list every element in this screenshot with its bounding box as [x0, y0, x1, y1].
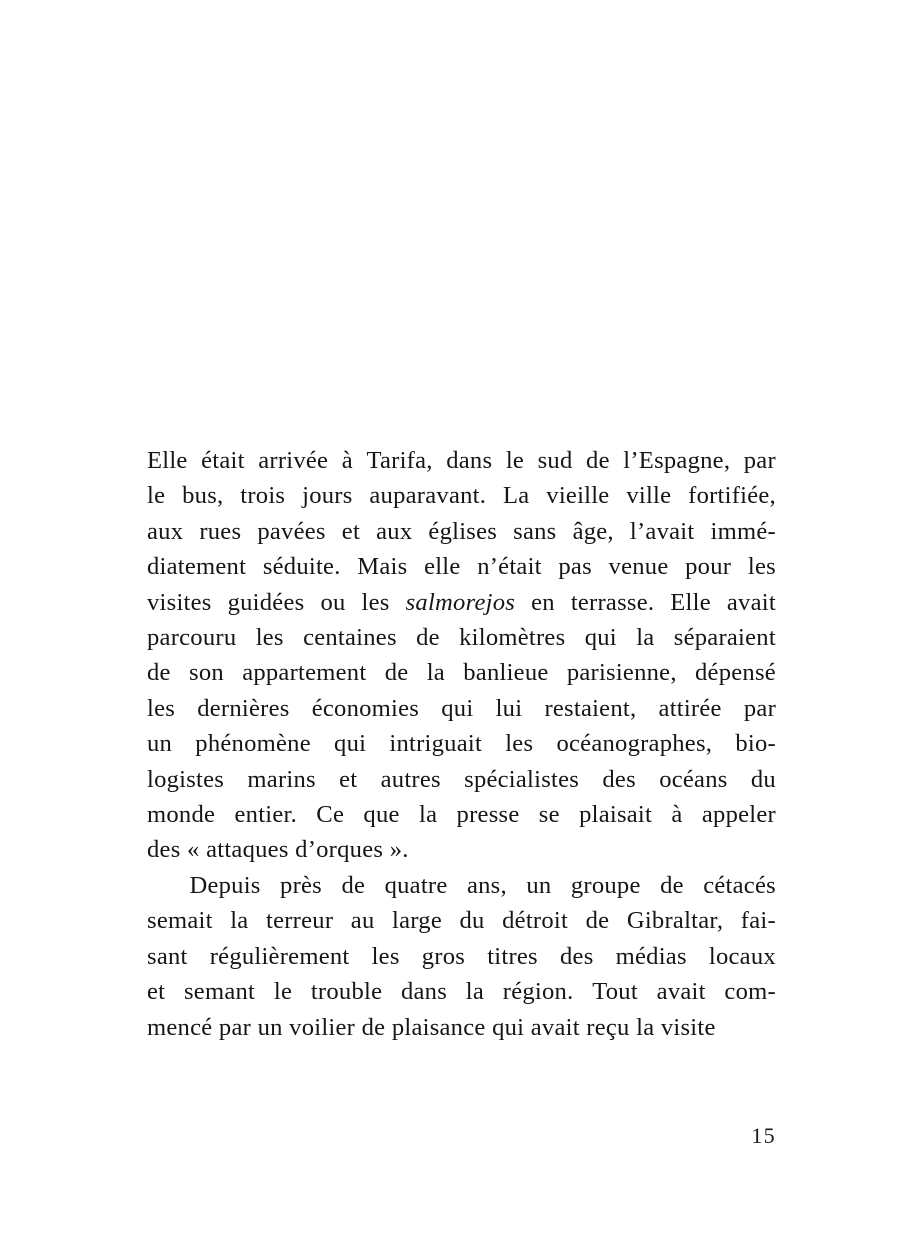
text-line: mencé par un voilier de plaisance qui avait reçu la visite: [147, 1013, 716, 1041]
text-line: un phénomène qui intriguait les océanographes, bio-: [147, 730, 776, 758]
text-line: visites guidées ou les salmorejos en terrasse. Elle avait: [147, 585, 776, 620]
text-line: monde entier. Ce que la presse se plaisait à appeler: [147, 801, 776, 829]
text-line: logistes marins et autres spécialistes des océans du: [147, 765, 776, 793]
text-line: et semant le trouble dans la région. Tout avait com-: [147, 978, 776, 1006]
paragraph-2: [147, 868, 776, 1045]
text-line: aux rues pavées et aux églises sans âge, l’avait immé-: [147, 517, 776, 545]
text-line: les dernières économies qui lui restaient, attirée par: [147, 694, 776, 722]
text-line: le bus, trois jours auparavant. La vieille ville fortifiée,: [147, 482, 776, 510]
text-line: sant régulièrement les gros titres des médias locaux: [147, 942, 776, 970]
page-number: 15: [751, 1123, 776, 1148]
paragraph-indent: [147, 868, 170, 903]
text-line: Elle était arrivée à Tarifa, dans le sud de l’Espagne, par: [147, 447, 776, 474]
italic-term-salmorejos: salmorejos: [405, 588, 516, 616]
text-line: Depuis près de quatre ans, un groupe de cétacés: [147, 868, 776, 903]
text-line: parcouru les centaines de kilomètres qui la séparaient: [147, 624, 776, 652]
text-line: des « attaques d’orques ».: [147, 836, 409, 864]
body-text-block: [147, 443, 776, 1045]
text-line: semait la terreur au large du détroit de Gibraltar, fai-: [147, 907, 776, 935]
paragraph-1: [147, 443, 776, 868]
text-line: diatement séduite. Mais elle n’était pas venue pour les: [147, 553, 776, 581]
text-line: de son appartement de la banlieue parisienne, dépensé: [147, 659, 776, 687]
